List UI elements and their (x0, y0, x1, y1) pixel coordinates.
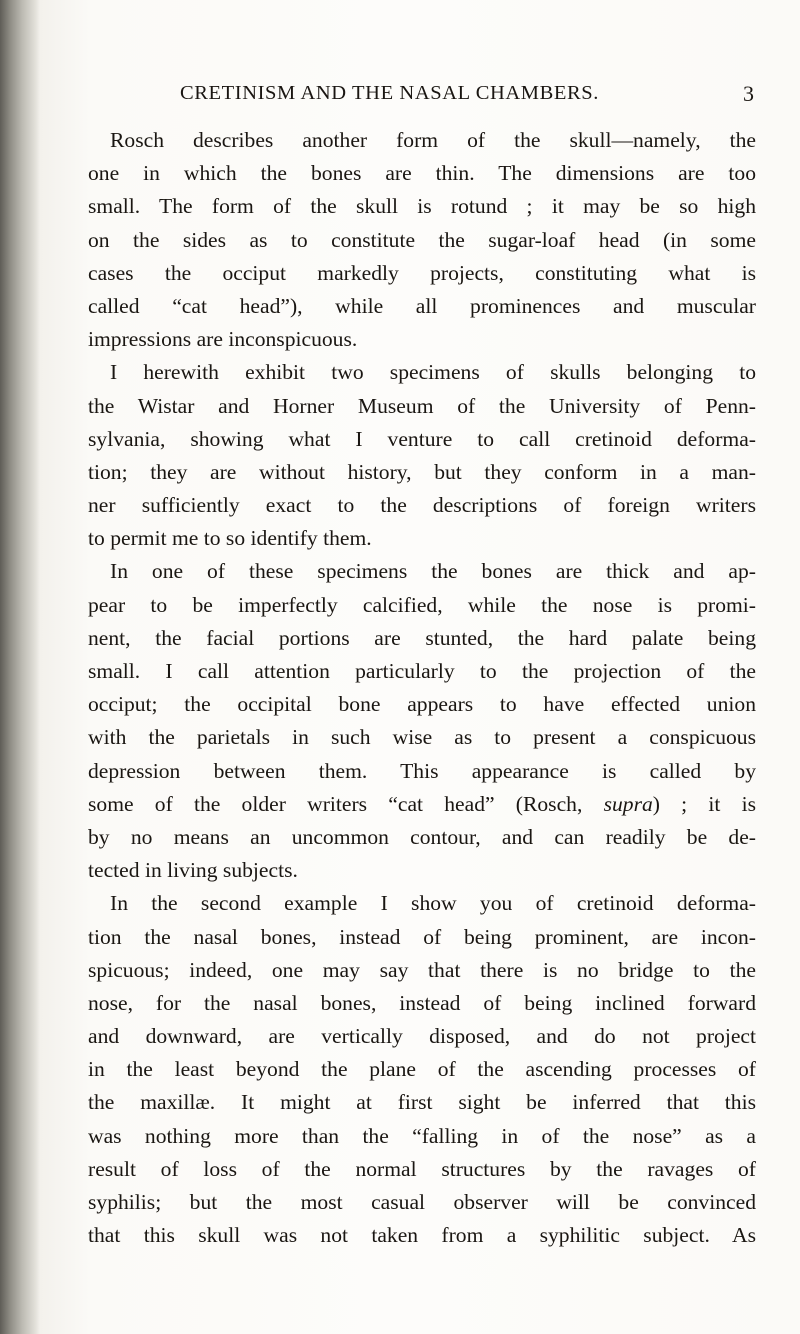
text-line: tion the nasal bones, instead of being prominent, are incon- (88, 924, 756, 949)
text-line: in the least beyond the plane of the ascending processes of (88, 1057, 756, 1082)
text-line: impressions are inconspicuous. (88, 327, 358, 352)
text-line: with the parietals in such wise as to present a conspicuous (88, 725, 756, 750)
text-line: small. The form of the skull is rotund ; it may be so high (88, 194, 756, 219)
text-line: the maxillæ. It might at first sight be inferred that this (88, 1090, 756, 1115)
book-gutter-shadow (0, 0, 40, 1334)
text-line: to permit me to so identify them. (88, 526, 372, 551)
text-line: was nothing more than the “falling in of the nose” as a (88, 1123, 756, 1148)
running-title: CRETINISM AND THE NASAL CHAMBERS. (180, 82, 600, 104)
text-line: syphilis; but the most casual observer will be convinced (88, 1190, 756, 1214)
body-text (88, 124, 756, 1252)
text-line: tion; they are without history, but they conform in a man- (88, 459, 756, 484)
text-line: small. I call attention particularly to the projection of the (88, 659, 756, 683)
text-line: depression between them. This appearance is called by (88, 758, 756, 783)
text-line: on the sides as to constitute the sugar-loaf head (in some (88, 227, 756, 252)
text-line: called “cat head”), while all prominences and muscular (88, 293, 756, 318)
text-line: tected in living subjects. (88, 858, 298, 883)
page-number: 3 (743, 81, 754, 106)
text-line: ner sufficiently exact to the descriptions of foreign writers (88, 493, 756, 518)
text-segment: ) ; it is (652, 791, 756, 816)
text-line: by no means an uncommon contour, and can readily be de- (88, 824, 756, 849)
text-line: nose, for the nasal bones, instead of being inclined forward (88, 990, 756, 1015)
text-line: one in which the bones are thin. The dimensions are too (88, 161, 756, 186)
text-line: sylvania, showing what I venture to call cretinoid deforma- (88, 426, 756, 451)
text-line: In one of these specimens the bones are thick and ap- (110, 559, 756, 584)
running-head (0, 82, 800, 112)
text-line: occiput; the occipital bone appears to have effected union (88, 692, 756, 717)
italic-text: supra (603, 791, 653, 816)
text-line: and downward, are vertically disposed, and do not project (88, 1024, 756, 1049)
text-line: that this skull was not taken from a syphilitic subject. As (88, 1223, 756, 1248)
text-line: cases the occiput markedly projects, constituting what is (88, 260, 756, 285)
text-line: I herewith exhibit two specimens of skulls belonging to (110, 360, 756, 385)
text-segment: some of the older writers “cat head” (Rosch, (88, 791, 604, 816)
text-line: the Wistar and Horner Museum of the University of Penn- (88, 393, 756, 418)
text-line: nent, the facial portions are stunted, the hard palate being (88, 625, 756, 650)
text-line: pear to be imperfectly calcified, while the nose is promi- (88, 592, 756, 617)
text-line: result of loss of the normal structures by the ravages of (88, 1156, 756, 1181)
text-line: Rosch describes another form of the skull—namely, the (110, 128, 756, 152)
text-line: spicuous; indeed, one may say that there is no bridge to the (88, 957, 756, 982)
text-line (88, 788, 756, 821)
text-line: In the second example I show you of cretinoid deforma- (110, 891, 756, 916)
